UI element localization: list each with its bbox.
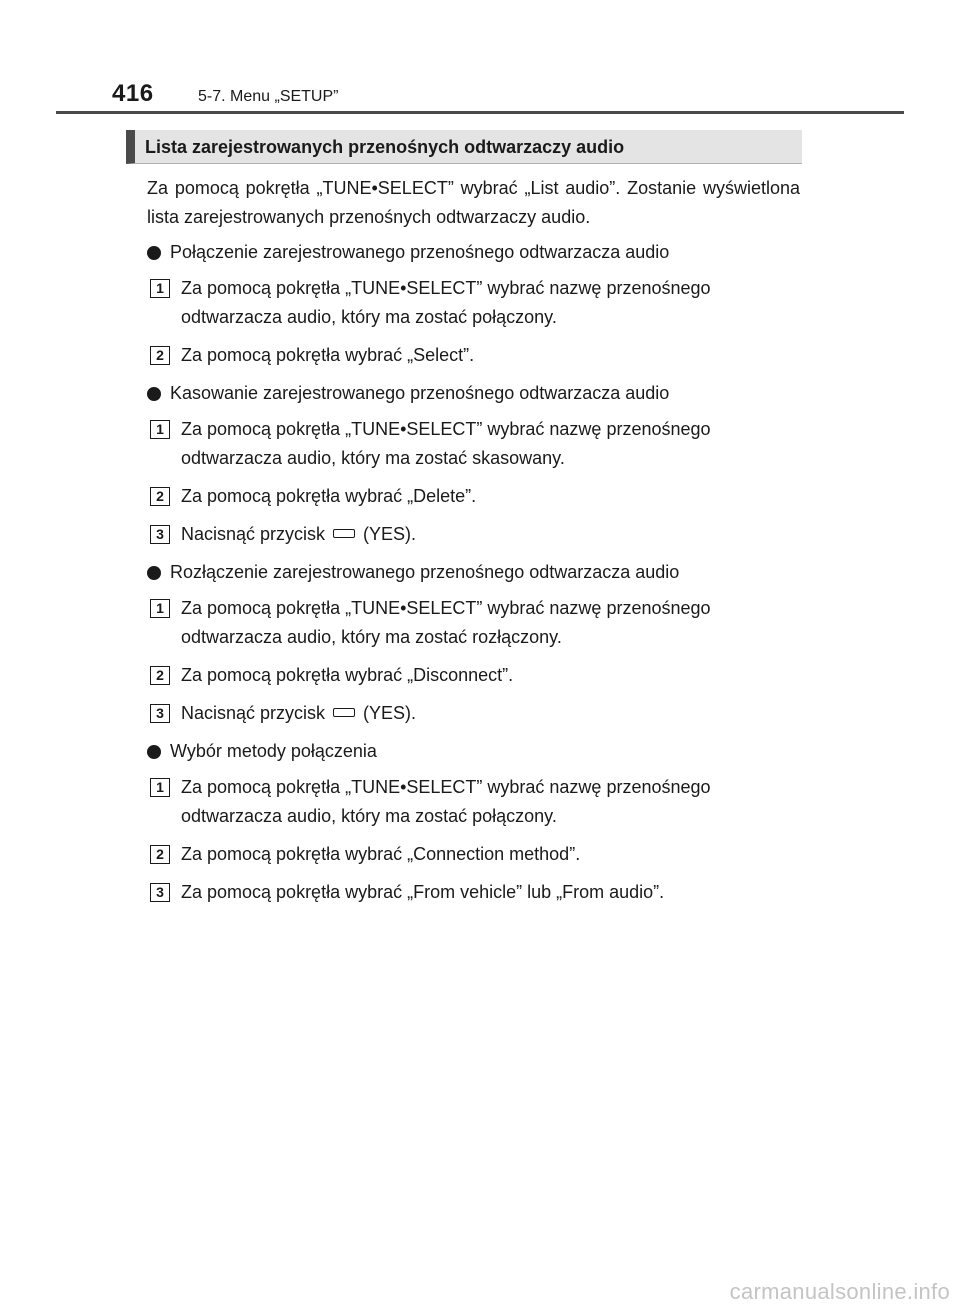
bullet-icon <box>147 745 161 759</box>
procedure-title: Wybór metody połączenia <box>170 741 377 761</box>
step-text: Za pomocą pokrętła wybrać „From vehicle” lub „From audio”. <box>181 882 665 902</box>
step-number-icon: 1 <box>150 778 170 797</box>
step-number-icon: 1 <box>150 279 170 298</box>
step-text: Za pomocą pokrętła wybrać „Disconnect”. <box>181 665 514 685</box>
step-number-icon: 1 <box>150 420 170 439</box>
procedure-heading <box>147 238 800 267</box>
step <box>147 661 800 690</box>
step-text-suffix: (YES). <box>363 524 417 544</box>
intro-paragraph: Za pomocą pokrętła „TUNE•SELECT” wybrać „List audio”. Zostanie wyświetlona lista zarejestrowanych przenośnych odtwarzaczy audio. <box>147 178 800 227</box>
step-number-icon: 2 <box>150 487 170 506</box>
page-number: 416 <box>112 80 154 107</box>
procedure-heading <box>147 558 800 587</box>
step <box>147 274 800 332</box>
step <box>147 341 800 370</box>
step-text: Za pomocą pokrętła wybrać „Select”. <box>181 345 475 365</box>
step <box>147 415 800 473</box>
step <box>147 878 800 907</box>
step <box>147 699 800 728</box>
step-number-icon: 2 <box>150 845 170 864</box>
step-number-icon: 2 <box>150 346 170 365</box>
step <box>147 773 800 831</box>
step-text: Za pomocą pokrętła „TUNE•SELECT” wybrać nazwę przenośnego odtwarzacza audio, który ma zostać połączony. <box>181 777 711 826</box>
procedure-heading <box>147 379 800 408</box>
hardware-button-icon <box>333 529 355 538</box>
watermark: carmanualsonline.info <box>729 1279 950 1304</box>
bullet-icon <box>147 566 161 580</box>
section-body <box>147 174 800 916</box>
hardware-button-icon <box>333 708 355 717</box>
header-divider <box>56 111 904 114</box>
procedure-title: Połączenie zarejestrowanego przenośnego odtwarzacza audio <box>170 242 670 262</box>
step-number-icon: 2 <box>150 666 170 685</box>
step <box>147 840 800 869</box>
procedure-title: Kasowanie zarejestrowanego przenośnego odtwarzacza audio <box>170 383 670 403</box>
chapter-title: 5-7. Menu „SETUP” <box>198 88 339 105</box>
bullet-icon <box>147 387 161 401</box>
step-number-icon: 3 <box>150 704 170 723</box>
step-number-icon: 3 <box>150 883 170 902</box>
step-text: Nacisnąć przycisk <box>181 524 326 544</box>
step-text: Za pomocą pokrętła wybrać „Connection method”. <box>181 844 581 864</box>
step-text: Nacisnąć przycisk <box>181 703 326 723</box>
step-text: Za pomocą pokrętła „TUNE•SELECT” wybrać nazwę przenośnego odtwarzacza audio, który ma zostać rozłączony. <box>181 598 711 647</box>
page-header <box>112 80 339 107</box>
step <box>147 520 800 549</box>
bullet-icon <box>147 246 161 260</box>
procedure-title: Rozłączenie zarejestrowanego przenośnego odtwarzacza audio <box>170 562 680 582</box>
step-number-icon: 1 <box>150 599 170 618</box>
step-text: Za pomocą pokrętła „TUNE•SELECT” wybrać nazwę przenośnego odtwarzacza audio, który ma zostać skasowany. <box>181 419 711 468</box>
step-text: Za pomocą pokrętła „TUNE•SELECT” wybrać nazwę przenośnego odtwarzacza audio, który ma zostać połączony. <box>181 278 711 327</box>
section-title: Lista zarejestrowanych przenośnych odtwarzaczy audio <box>126 130 802 164</box>
step-text-suffix: (YES). <box>363 703 417 723</box>
step <box>147 482 800 511</box>
procedure-heading <box>147 737 800 766</box>
step-number-icon: 3 <box>150 525 170 544</box>
step <box>147 594 800 652</box>
step-text: Za pomocą pokrętła wybrać „Delete”. <box>181 486 477 506</box>
